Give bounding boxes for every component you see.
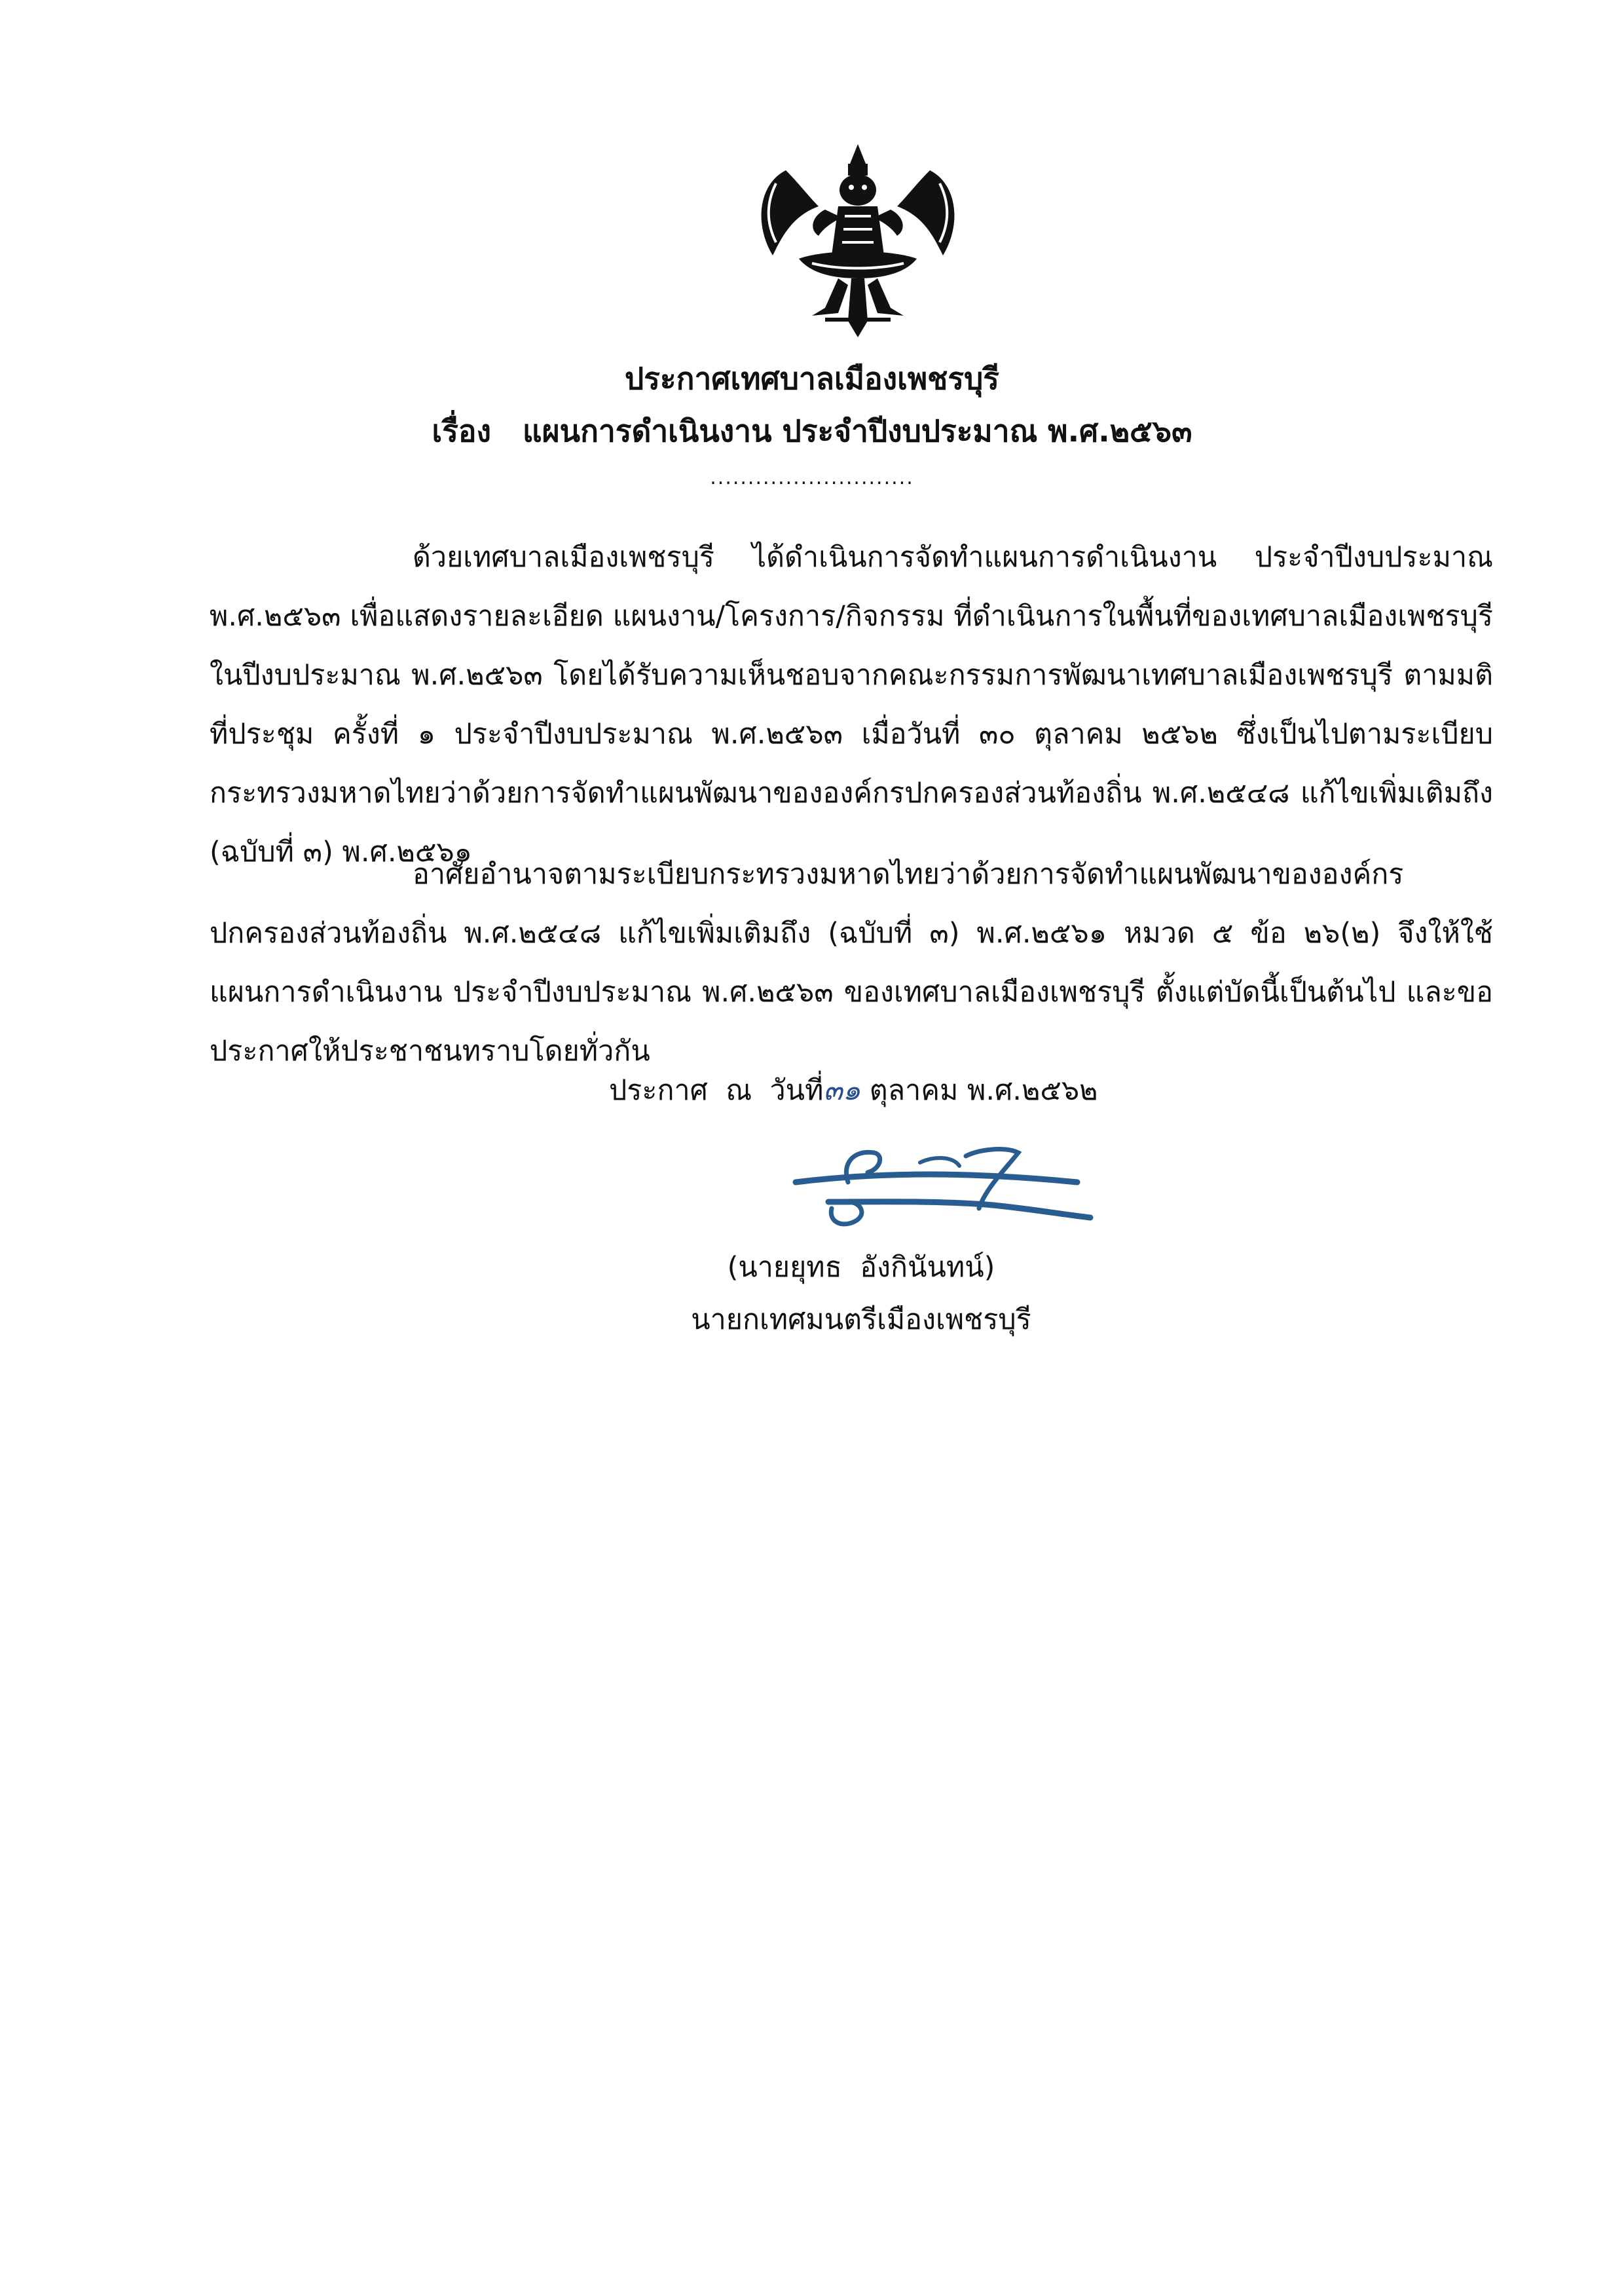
given-suffix: ตุลาคม พ.ศ.๒๕๖๒ [869,1074,1098,1107]
body-paragraph-1 [210,528,1493,882]
given-prefix: ประกาศ ณ วันที่ [609,1074,824,1107]
given-date-line [609,1068,1098,1113]
body-paragraph-2 [210,845,1493,1081]
signer-name: (นายยุทธ อังกินันทน์) [727,1251,995,1284]
title-divider: ........................... [710,466,914,489]
signer-title: นายกเทศมนตรีเมืองเพชรบุรี [691,1303,1031,1336]
paragraph-1-text: ด้วยเทศบาลเมืองเพชรบุรี ได้ดำเนินการจัดทำแผนการดำเนินงาน ประจำปีงบประมาณ พ.ศ.๒๕๖๓ เพื่อแสดงรายละเอียด แผนงาน/โครงการ/กิจกรรม ที่ดำเนินการในพื้นที่ของเทศบาลเมืองเพชรบุรี ในปีงบประมาณ พ.ศ.๒๕๖๓ โดยได้รับความเห็นชอบจากคณะกรรมการพัฒนาเทศบาลเมืองเพชรบุรี ตามมติที่ประชุม ครั้งที่ ๑ ประจำปีงบประมาณ พ.ศ.๒๕๖๓ เมื่อวันที่ ๓๐ ตุลาคม ๒๕๖๒ ซึ่งเป็นไปตามระเบียบกระทรวงมหาดไทยว่าด้วยการจัดทำแผนพัฒนาขององค์กรปกครองส่วนท้องถิ่น พ.ศ.๒๕๔๘ แก้ไขเพิ่มเติมถึง (ฉบับที่ ๓) พ.ศ.๒๕๖๑ [210,541,1493,868]
garuda-emblem-icon [747,144,969,341]
signature-image [769,1136,1097,1235]
announcement-subject: เรื่อง แผนการดำเนินงาน ประจำปีงบประมาณ พ.ศ.๒๕๖๓ [432,413,1192,449]
announcement-title: ประกาศเทศบาลเมืองเพชรบุรี [625,361,999,396]
paragraph-2-text: อาศัยอำนาจตามระเบียบกระทรวงมหาดไทยว่าด้วยการจัดทำแผนพัฒนาขององค์กรปกครองส่วนท้องถิ่น พ.ศ.๒๕๔๘ แก้ไขเพิ่มเติมถึง (ฉบับที่ ๓) พ.ศ.๒๕๖๑ หมวด ๕ ข้อ ๒๖(๒) จึงให้ใช้แผนการดำเนินงาน ประจำปีงบประมาณ พ.ศ.๒๕๖๓ ของเทศบาลเมืองเพชรบุรี ตั้งแต่บัดนี้เป็นต้นไป และขอประกาศให้ประชาชนทราบโดยทั่วกัน [210,858,1493,1068]
given-day-handwritten: ๓๑ [823,1074,861,1107]
